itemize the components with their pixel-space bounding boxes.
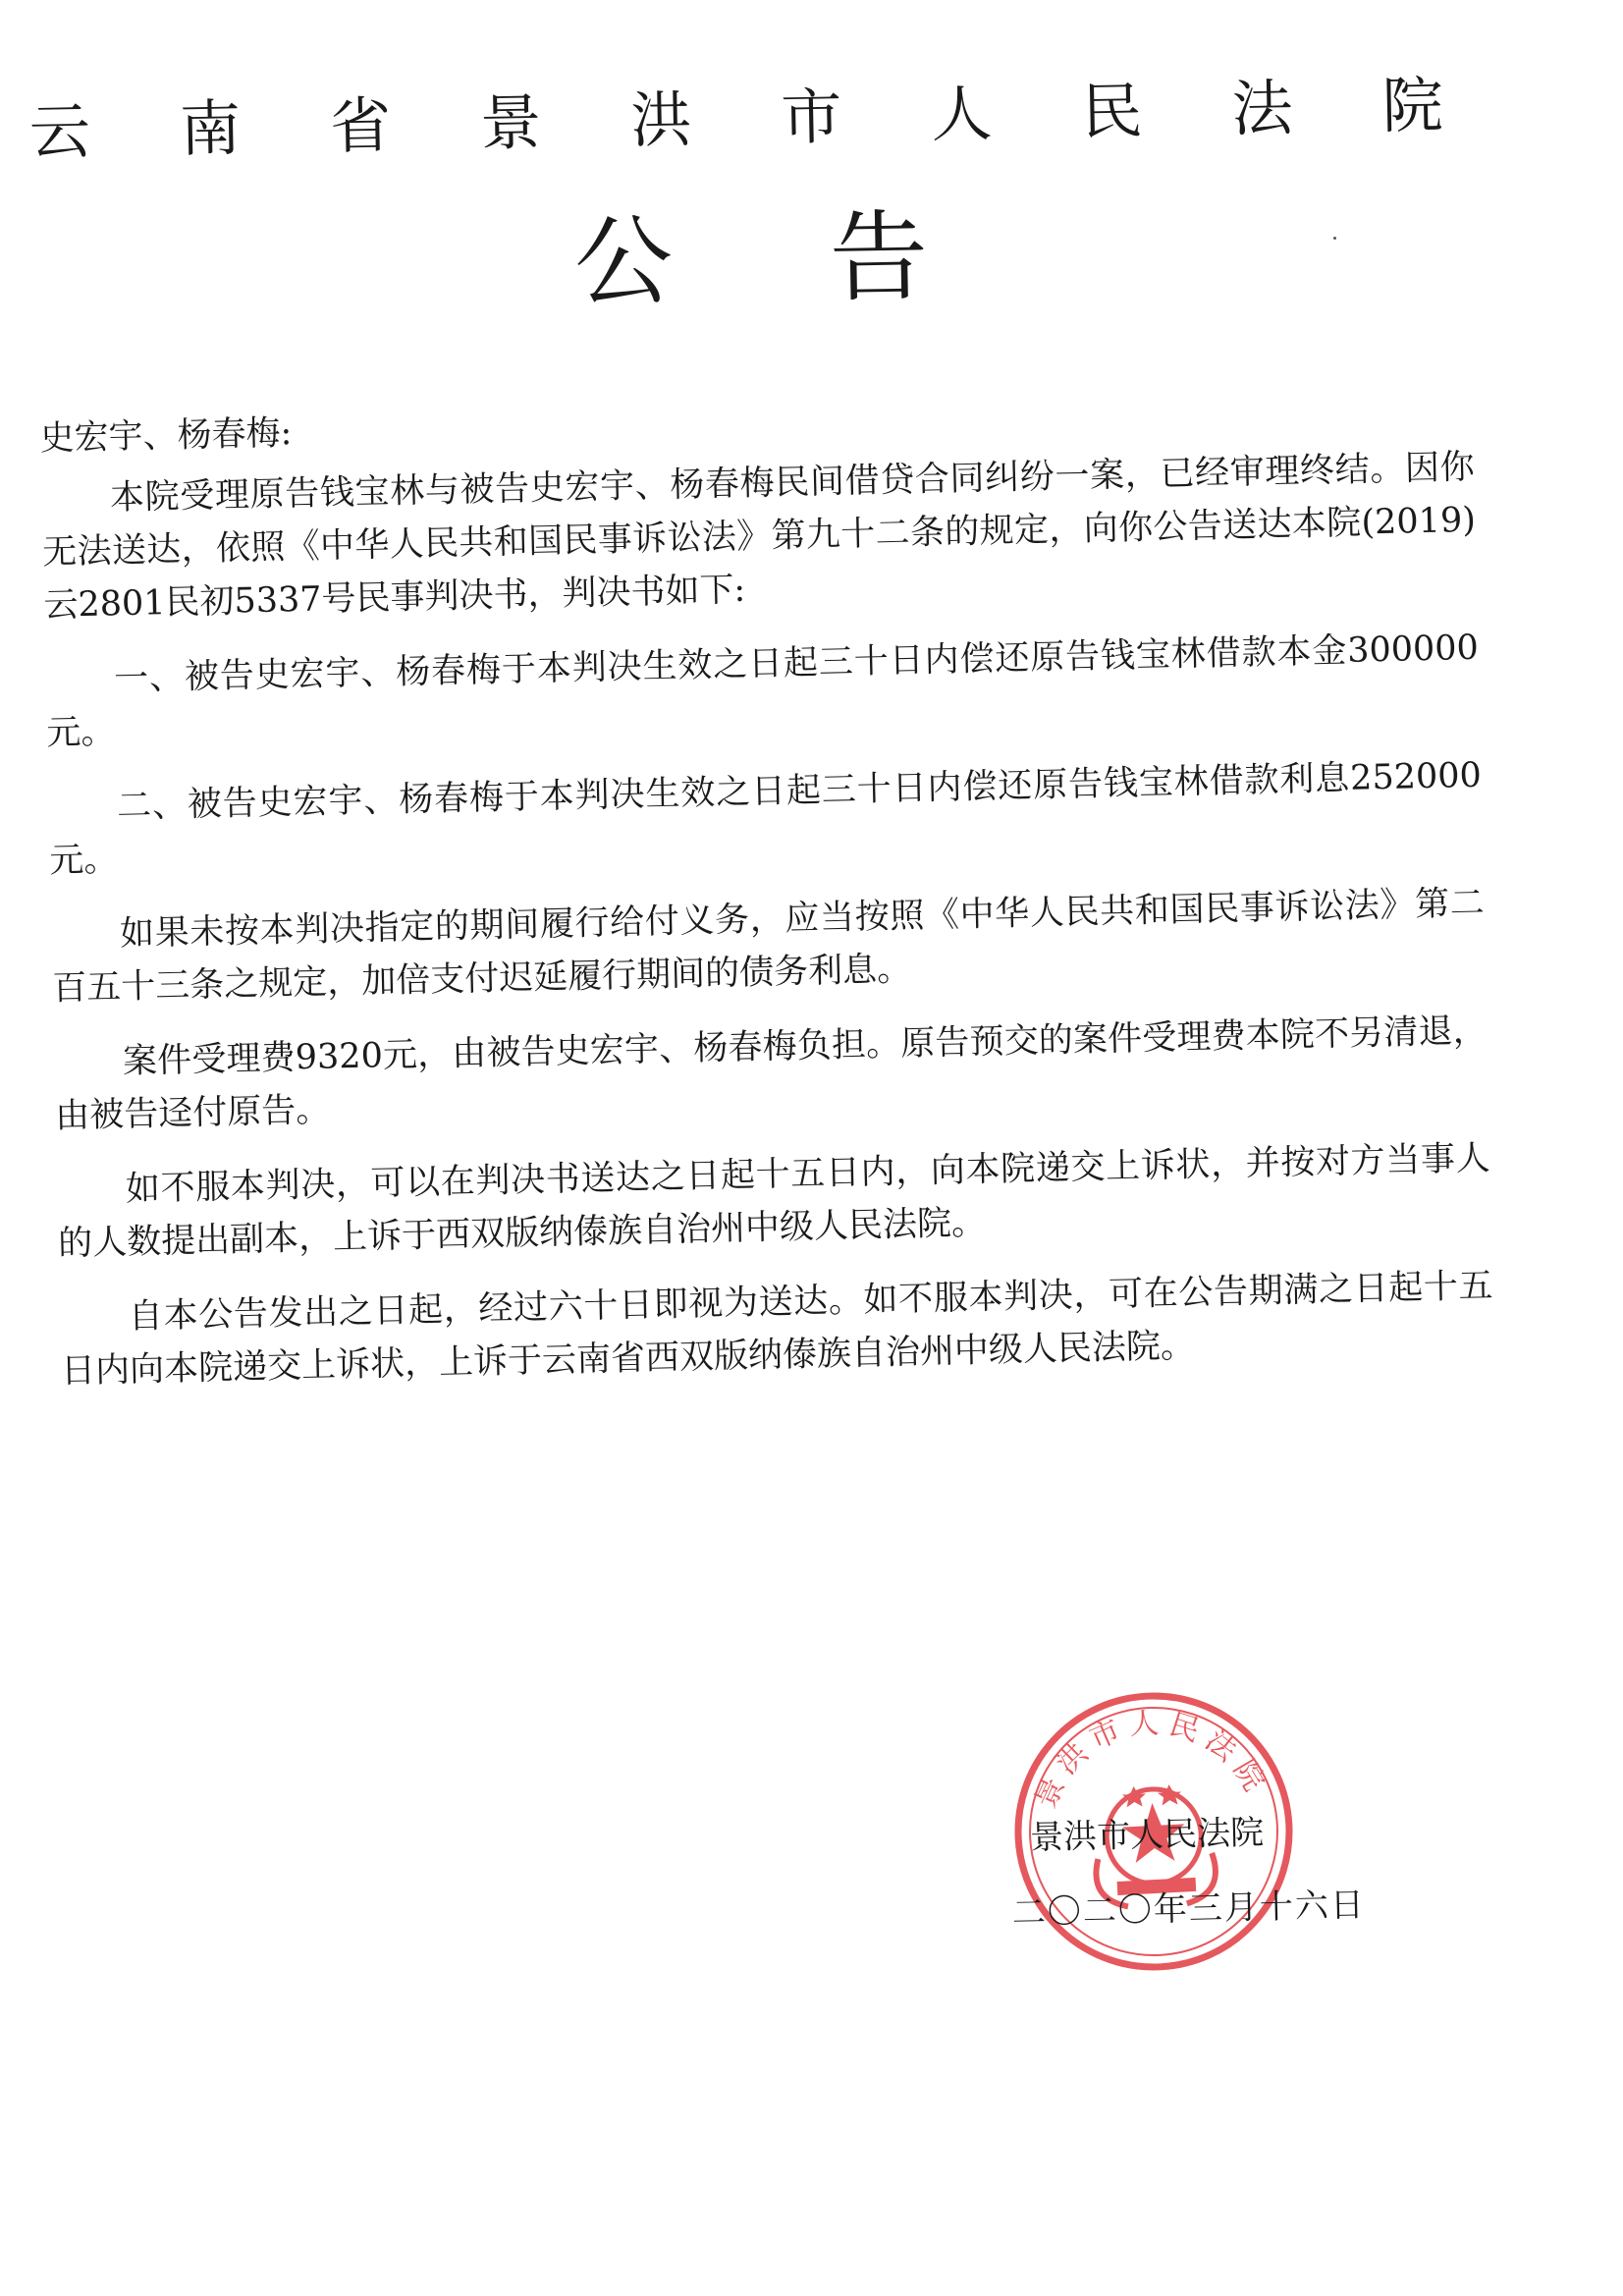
court-name-char: 景 <box>479 85 542 160</box>
salutation: 史宏宇、杨春梅: <box>39 413 293 459</box>
court-name-char: 市 <box>780 81 843 154</box>
court-name-char: 法 <box>1230 72 1294 145</box>
court-name-char: 南 <box>179 91 242 166</box>
title-char: 告 <box>828 198 929 316</box>
document-title <box>573 198 929 322</box>
notice-paragraph: 本院受理原告钱宝林与被告史宏宇、杨春梅民间借贷合同纠纷一案，已经审理终结。因你无法送达，依照《中华人民共和国民事诉讼法》第九十二条的规定，向你公告送达本院(2019)云2801民初5337号民事判决书，判决书如下: <box>41 447 1477 626</box>
signature-block <box>1009 1793 1366 1950</box>
notice-paragraph: 案件受理费9320元，由被告史宏宇、杨春梅负担。原告预交的案件受理费本院不另清退，由被告迳付原告。 <box>54 1011 1488 1136</box>
notice-paragraph: 自本公告发出之日起，经过六十日即视为送达。如不服本判决，可在公告期满之日起十五日内向本院递交上诉状，上诉于云南省西双版纳傣族自治州中级人民法院。 <box>60 1266 1494 1392</box>
court-name-char: 云 <box>28 94 91 168</box>
court-name-char: 民 <box>1080 75 1144 148</box>
notice-paragraph: 二、被告史宏宇、杨春梅于本判决生效之日起三十日内偿还原告钱宝林借款利息252000元。 <box>48 755 1483 881</box>
court-name-char: 院 <box>1381 69 1444 142</box>
scan-speck <box>1333 237 1336 240</box>
notice-paragraph: 如果未按本判决指定的期间履行给付义务，应当按照《中华人民共和国民事诉讼法》第二百五十三条之规定，加倍支付迟延履行期间的债务利息。 <box>51 883 1486 1009</box>
court-name-header <box>28 66 1443 172</box>
seal-text: 景洪市人民法院 <box>1028 1706 1275 1814</box>
notice-paragraph: 如不服本判决，可以在判决书送达之日起十五日内，向本院递交上诉状，并按对方当事人的人数提出副本，上诉于西双版纳傣族自治州中级人民法院。 <box>57 1138 1491 1264</box>
court-name-char: 省 <box>329 88 392 163</box>
title-char: 公 <box>572 203 675 321</box>
signing-court: 景洪市人民法院 <box>1029 1813 1265 1858</box>
notice-paragraph: 一、被告史宏宇、杨春梅于本判决生效之日起三十日内偿还原告钱宝林借款本金300000元。 <box>45 628 1480 753</box>
notice-body <box>39 380 1495 1420</box>
signing-date: 二〇二〇年三月十六日 <box>1011 1885 1367 1934</box>
court-name-char: 洪 <box>629 83 693 157</box>
court-name-char: 人 <box>930 78 994 151</box>
